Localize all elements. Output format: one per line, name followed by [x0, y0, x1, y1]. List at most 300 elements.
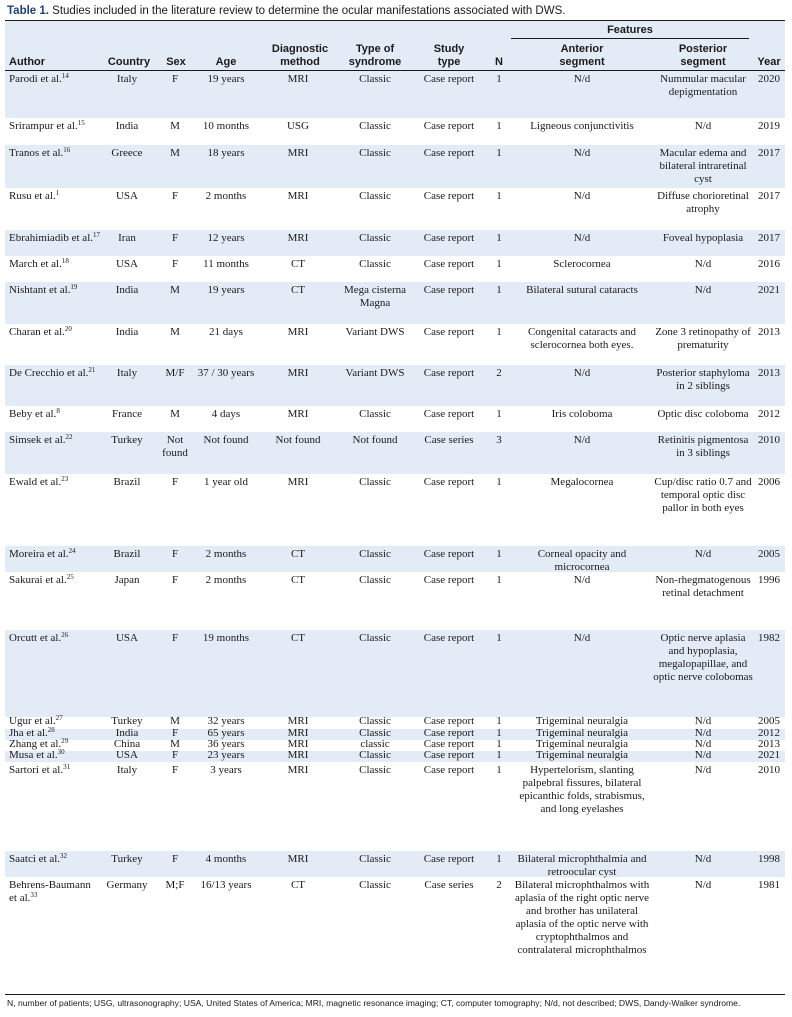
cell-syndrome: Classic	[359, 190, 391, 202]
author-name: Saatci et al.	[9, 853, 61, 865]
table-row	[5, 474, 785, 546]
cell-n: 1	[496, 326, 502, 338]
cell-study: Case report	[423, 190, 475, 202]
cell-age: 32 years	[207, 715, 245, 727]
cell-author	[9, 147, 101, 160]
cell-sex: M	[170, 738, 180, 750]
cell-country: India	[115, 326, 139, 338]
cell-study: Case report	[423, 284, 475, 296]
cell-study: Case report	[423, 120, 475, 132]
header-study-line1: Study	[433, 43, 465, 55]
author-name: Charan et al.	[9, 326, 65, 338]
cell-country: USA	[115, 632, 138, 644]
cell-n: 1	[496, 232, 502, 244]
cell-year: 2012	[758, 727, 780, 739]
cell-country: Greece	[111, 147, 143, 159]
cell-age: 18 years	[207, 147, 245, 159]
cell-age: 36 years	[207, 738, 245, 750]
header-diagnostic	[263, 43, 337, 69]
cell-study: Case report	[423, 727, 475, 739]
author-name: March et al.	[9, 258, 62, 270]
header-syndrome-line2: syndrome	[348, 56, 402, 68]
cell-diagnostic: MRI	[287, 73, 309, 85]
header-syndrome-line1: Type of	[355, 43, 395, 55]
cell-posterior: Posterior staphyloma in 2 siblings	[656, 367, 750, 392]
cell-sex: M	[170, 147, 180, 159]
cell-year: 2013	[758, 738, 780, 750]
cell-age: 3 years	[210, 764, 242, 776]
cell-posterior: N/d	[694, 548, 712, 560]
cell-age: 2 months	[205, 190, 247, 202]
cell-country: India	[115, 120, 139, 132]
cell-syndrome: Classic	[359, 574, 391, 586]
cell-sex: F	[171, 258, 179, 270]
cell-author	[9, 120, 101, 133]
reference-number: 20	[64, 325, 72, 333]
cell-anterior: Trigeminal neuralgia	[535, 738, 629, 750]
reference-number: 25	[66, 573, 74, 581]
header-anterior-line1: Anterior	[560, 43, 604, 55]
header-year: Year	[757, 56, 781, 68]
author-name: Beby et al.	[9, 408, 57, 420]
cell-posterior: Diffuse chorioretinal atrophy	[657, 190, 749, 215]
cell-diagnostic: CT	[290, 574, 306, 586]
cell-n: 1	[496, 147, 502, 159]
cell-study: Case report	[423, 147, 475, 159]
cell-syndrome: Classic	[359, 73, 391, 85]
cell-n: 1	[496, 727, 502, 739]
header-study	[411, 43, 487, 69]
cell-study: Case report	[423, 749, 475, 761]
author-name: Srirampur et al.	[9, 120, 78, 132]
cell-author	[9, 190, 101, 203]
cell-country: India	[115, 727, 139, 739]
reference-number: 23	[61, 475, 69, 483]
cell-author	[9, 367, 101, 380]
reference-number: 17	[93, 231, 100, 239]
cell-country: Turkey	[111, 853, 143, 865]
cell-author	[9, 716, 101, 727]
table-row	[5, 256, 785, 282]
cell-posterior: Zone 3 retinopathy of prematurity	[655, 326, 751, 351]
cell-sex: M	[170, 326, 180, 338]
cell-n: 1	[496, 408, 502, 420]
table-row	[5, 230, 785, 256]
table-row	[5, 762, 785, 851]
cell-syndrome: Classic	[359, 749, 391, 761]
author-name: Orcutt et al.	[9, 632, 62, 644]
cell-posterior: Foveal hypoplasia	[662, 232, 744, 244]
author-name: Simsek et al.	[9, 434, 66, 446]
cell-country: India	[115, 284, 139, 296]
cell-study: Case report	[423, 326, 475, 338]
cell-sex: M	[170, 715, 180, 727]
cell-author	[9, 548, 101, 561]
author-name: De Crecchio et al.	[9, 367, 89, 379]
cell-n: 1	[496, 764, 502, 776]
cell-posterior: N/d	[694, 715, 712, 727]
cell-age: 65 years	[207, 727, 245, 739]
cell-country: Turkey	[111, 715, 143, 727]
cell-sex: F	[171, 548, 179, 560]
reference-number: 15	[77, 119, 85, 127]
reference-number: 30	[57, 748, 65, 756]
cell-anterior: Trigeminal neuralgia	[535, 715, 629, 727]
cell-diagnostic: MRI	[287, 738, 309, 750]
cell-age: Not found	[203, 434, 249, 446]
header-author: Author	[9, 56, 46, 68]
reference-number: 28	[47, 726, 55, 734]
cell-n: 1	[496, 574, 502, 586]
cell-posterior: N/d	[694, 749, 712, 761]
cell-sex: M;F	[165, 879, 185, 891]
cell-posterior: N/d	[694, 120, 712, 132]
cell-syndrome: Variant DWS	[345, 326, 405, 338]
table-row	[5, 324, 785, 365]
cell-author	[9, 326, 101, 339]
cell-n: 1	[496, 738, 502, 750]
cell-study: Case report	[423, 476, 475, 488]
cell-diagnostic: MRI	[287, 715, 309, 727]
cell-syndrome: Classic	[359, 764, 391, 776]
cell-country: Turkey	[111, 434, 143, 446]
author-name: Ewald et al.	[9, 476, 62, 488]
cell-year: 2016	[758, 258, 780, 270]
reference-number: 14	[61, 72, 69, 80]
author-name: Sartori et al.	[9, 764, 64, 776]
cell-posterior: N/d	[694, 727, 712, 739]
cell-age: 12 years	[207, 232, 245, 244]
table-row	[5, 365, 785, 406]
table-row	[5, 546, 785, 572]
cell-n: 1	[496, 476, 502, 488]
cell-anterior: Iris coloboma	[551, 408, 613, 420]
cell-age: 4 days	[211, 408, 241, 420]
cell-sex: F	[171, 749, 179, 761]
cell-study: Case report	[423, 548, 475, 560]
cell-diagnostic: MRI	[287, 147, 309, 159]
cell-n: 2	[496, 879, 502, 891]
table-row	[5, 630, 785, 717]
cell-syndrome: Classic	[359, 727, 391, 739]
header-diagnostic-line1: Diagnostic	[271, 43, 329, 55]
cell-age: 10 months	[202, 120, 250, 132]
cell-syndrome: Not found	[352, 434, 398, 446]
cell-syndrome: Classic	[359, 476, 391, 488]
cell-anterior: Congenital cataracts and sclerocornea both eyes.	[527, 326, 637, 351]
reference-number: 16	[63, 146, 71, 154]
bottom-rule	[5, 994, 785, 995]
cell-sex: F	[171, 190, 179, 202]
author-name: Ebrahimiadib et al.	[9, 232, 93, 244]
cell-author	[9, 764, 101, 777]
cell-year: 2012	[758, 408, 780, 420]
cell-country: Brazil	[113, 548, 141, 560]
reference-number: 1	[55, 189, 60, 197]
cell-year: 1998	[758, 853, 780, 865]
cell-anterior: Hypertelorism, slanting palpebral fissures, bilateral epicanthic folds, strabismus, and long eyelashes	[519, 764, 645, 815]
cell-anterior: N/d	[573, 73, 591, 85]
cell-syndrome: classic	[360, 738, 390, 750]
header-posterior-line1: Posterior	[678, 43, 728, 55]
cell-author	[9, 258, 101, 271]
table-row	[5, 572, 785, 630]
table-row	[5, 877, 785, 994]
cell-anterior: N/d	[573, 434, 591, 446]
cell-n: 1	[496, 548, 502, 560]
cell-year: 2017	[758, 190, 780, 202]
cell-posterior: N/d	[694, 764, 712, 776]
cell-diagnostic: MRI	[287, 853, 309, 865]
cell-year: 2013	[758, 326, 780, 338]
cell-posterior: N/d	[694, 284, 712, 296]
cell-diagnostic: MRI	[287, 326, 309, 338]
author-name: Tranos et al.	[9, 147, 64, 159]
cell-year: 2019	[758, 120, 780, 132]
cell-n: 1	[496, 120, 502, 132]
cell-age: 19 years	[207, 284, 245, 296]
cell-n: 1	[496, 73, 502, 85]
cell-diagnostic: USG	[286, 120, 309, 132]
cell-anterior: Sclerocornea	[553, 258, 611, 270]
features-divider	[511, 38, 749, 39]
cell-year: 2017	[758, 232, 780, 244]
cell-n: 1	[496, 190, 502, 202]
cell-syndrome: Classic	[359, 408, 391, 420]
author-name: Nishtant et al.	[9, 284, 71, 296]
cell-author	[9, 879, 101, 905]
header-n: N	[495, 56, 503, 68]
cell-study: Case series	[424, 879, 474, 891]
cell-study: Case report	[423, 764, 475, 776]
cell-diagnostic: MRI	[287, 476, 309, 488]
cell-posterior: Cup/disc ratio 0.7 and temporal optic disc pallor in both eyes	[654, 476, 752, 514]
table-row	[5, 71, 785, 118]
cell-country: Iran	[118, 232, 136, 244]
cell-anterior: N/d	[573, 190, 591, 202]
cell-anterior: N/d	[573, 574, 591, 586]
cell-anterior: Corneal opacity and microcornea	[537, 548, 627, 573]
cell-n: 1	[496, 258, 502, 270]
header-anterior	[511, 43, 653, 69]
cell-sex: F	[171, 232, 179, 244]
cell-age: 11 months	[203, 258, 249, 270]
cell-n: 1	[496, 749, 502, 761]
cell-author	[9, 408, 101, 421]
reference-number: 33	[30, 891, 38, 899]
cell-posterior: Optic nerve aplasia and hypoplasia, megalopapillae, and optic nerve colobomas	[653, 632, 753, 683]
cell-country: Brazil	[113, 476, 141, 488]
cell-syndrome: Classic	[359, 853, 391, 865]
cell-sex: M	[170, 284, 180, 296]
cell-study: Case report	[423, 632, 475, 644]
author-name: Jha et al.	[9, 727, 48, 739]
reference-number: 32	[60, 852, 68, 860]
cell-year: 2006	[758, 476, 780, 488]
cell-diagnostic: MRI	[287, 749, 309, 761]
cell-anterior: N/d	[573, 367, 591, 379]
cell-country: Germany	[106, 879, 148, 891]
cell-author	[9, 232, 101, 245]
cell-sex: M	[170, 120, 180, 132]
cell-author	[9, 632, 101, 645]
cell-sex: F	[171, 476, 179, 488]
table-row	[5, 118, 785, 145]
cell-sex: F	[171, 853, 179, 865]
cell-posterior: Optic disc coloboma	[657, 408, 749, 420]
table-row	[5, 748, 785, 762]
cell-study: Case report	[423, 574, 475, 586]
cell-anterior: Bilateral microphthalmia and retroocular cyst	[517, 853, 647, 878]
cell-country: France	[112, 408, 142, 420]
header-study-line2: type	[437, 56, 461, 68]
cell-age: 21 days	[209, 326, 243, 338]
reference-number: 21	[88, 366, 96, 374]
reference-number: 27	[55, 714, 63, 722]
cell-anterior: Bilateral sutural cataracts	[526, 284, 638, 296]
cell-age: 16/13 years	[200, 879, 252, 891]
cell-sex: Not found	[162, 434, 188, 459]
cell-year: 2017	[758, 147, 780, 159]
cell-syndrome: Classic	[359, 147, 391, 159]
table-footnote: N, number of patients; USG, ultrasonography; USA, United States of America; MRI, magnetic resonance imaging; CT, computer tomography; N/d, not described; DWS, Dandy-Walker syndrome.	[7, 998, 741, 1008]
cell-posterior: Macular edema and bilateral intraretinal cyst	[659, 147, 747, 185]
cell-sex: M/F	[165, 367, 185, 379]
cell-year: 2005	[758, 715, 780, 727]
cell-country: Italy	[116, 73, 138, 85]
table-header	[5, 21, 785, 70]
table-row	[5, 406, 785, 432]
cell-n: 1	[496, 632, 502, 644]
header-posterior-line2: segment	[680, 56, 726, 68]
cell-anterior: N/d	[573, 632, 591, 644]
cell-diagnostic: CT	[290, 284, 306, 296]
cell-sex: F	[171, 632, 179, 644]
table-row	[5, 145, 785, 188]
cell-study: Case report	[423, 738, 475, 750]
cell-study: Case report	[423, 853, 475, 865]
author-name: Parodi et al.	[9, 73, 62, 85]
cell-country: USA	[115, 749, 138, 761]
cell-anterior: N/d	[573, 147, 591, 159]
cell-year: 1996	[758, 574, 780, 586]
cell-country: Italy	[116, 764, 138, 776]
cell-study: Case report	[423, 232, 475, 244]
header-features: Features	[607, 24, 653, 36]
cell-year: 1981	[758, 879, 780, 891]
cell-diagnostic: MRI	[287, 408, 309, 420]
cell-syndrome: Classic	[359, 120, 391, 132]
cell-anterior: Megalocornea	[550, 476, 614, 488]
cell-study: Case report	[423, 73, 475, 85]
cell-age: 1 year old	[204, 476, 248, 488]
cell-posterior: N/d	[694, 258, 712, 270]
cell-author	[9, 750, 101, 761]
reference-number: 18	[61, 257, 69, 265]
cell-sex: F	[171, 574, 179, 586]
cell-study: Case report	[423, 367, 475, 379]
cell-study: Case report	[423, 408, 475, 420]
reference-number: 26	[61, 631, 69, 639]
cell-author	[9, 284, 101, 297]
header-age: Age	[215, 56, 237, 68]
author-name: Sakurai et al.	[9, 574, 67, 586]
cell-diagnostic: MRI	[287, 727, 309, 739]
cell-diagnostic: MRI	[287, 190, 309, 202]
cell-posterior: Nummular macular depigmentation	[660, 73, 746, 98]
cell-anterior: N/d	[573, 232, 591, 244]
author-name: Moreira et al.	[9, 548, 69, 560]
author-name: Zhang et al.	[9, 738, 62, 750]
cell-diagnostic: MRI	[287, 232, 309, 244]
cell-diagnostic: CT	[290, 548, 306, 560]
cell-year: 2005	[758, 548, 780, 560]
cell-diagnostic: MRI	[287, 367, 309, 379]
header-country: Country	[107, 56, 151, 68]
reference-number: 19	[70, 283, 78, 291]
cell-syndrome: Classic	[359, 879, 391, 891]
cell-author	[9, 73, 101, 86]
cell-posterior: Non-rhegmatogenous retinal detachment	[655, 574, 751, 599]
cell-syndrome: Classic	[359, 632, 391, 644]
cell-study: Case report	[423, 258, 475, 270]
cell-country: Japan	[114, 574, 140, 586]
cell-country: USA	[115, 190, 138, 202]
cell-n: 1	[496, 284, 502, 296]
reference-number: 31	[63, 763, 71, 771]
table-caption	[7, 3, 787, 19]
cell-country: Italy	[116, 367, 138, 379]
cell-diagnostic: MRI	[287, 764, 309, 776]
reference-number: 24	[68, 547, 76, 555]
table-caption-text: Studies included in the literature review to determine the ocular manifestations associated with DWS.	[52, 5, 566, 17]
cell-diagnostic: CT	[290, 632, 306, 644]
cell-n: 1	[496, 715, 502, 727]
table-label: Table 1.	[7, 5, 49, 17]
cell-syndrome: Variant DWS	[345, 367, 405, 379]
author-name: Rusu et al.	[9, 190, 56, 202]
header-anterior-line2: segment	[559, 56, 605, 68]
cell-anterior: Ligneous conjunctivitis	[530, 120, 634, 132]
table-row	[5, 851, 785, 877]
header-posterior	[653, 43, 753, 69]
author-name: Musa et al.	[9, 749, 58, 761]
author-name: Behrens-Baumann et al.	[9, 879, 91, 904]
cell-author	[9, 476, 101, 489]
header-diagnostic-line2: method	[280, 56, 320, 68]
cell-syndrome: Classic	[359, 232, 391, 244]
cell-age: 19 years	[207, 73, 245, 85]
cell-sex: F	[171, 73, 179, 85]
cell-age: 37 / 30 years	[197, 367, 255, 379]
cell-posterior: N/d	[694, 879, 712, 891]
cell-country: USA	[115, 258, 138, 270]
cell-sex: F	[171, 727, 179, 739]
cell-syndrome: Classic	[359, 548, 391, 560]
author-name: Ugur et al.	[9, 715, 56, 727]
cell-syndrome: Mega cisterna Magna	[344, 284, 406, 309]
table-row	[5, 188, 785, 230]
reference-number: 22	[65, 433, 73, 441]
cell-syndrome: Classic	[359, 715, 391, 727]
cell-sex: M	[170, 408, 180, 420]
cell-posterior: Retinitis pigmentosa in 3 siblings	[657, 434, 749, 459]
cell-study: Case series	[424, 434, 474, 446]
cell-year: 2020	[758, 73, 780, 85]
cell-n: 3	[496, 434, 502, 446]
cell-country: China	[113, 738, 141, 750]
cell-anterior: Trigeminal neuralgia	[535, 727, 629, 739]
